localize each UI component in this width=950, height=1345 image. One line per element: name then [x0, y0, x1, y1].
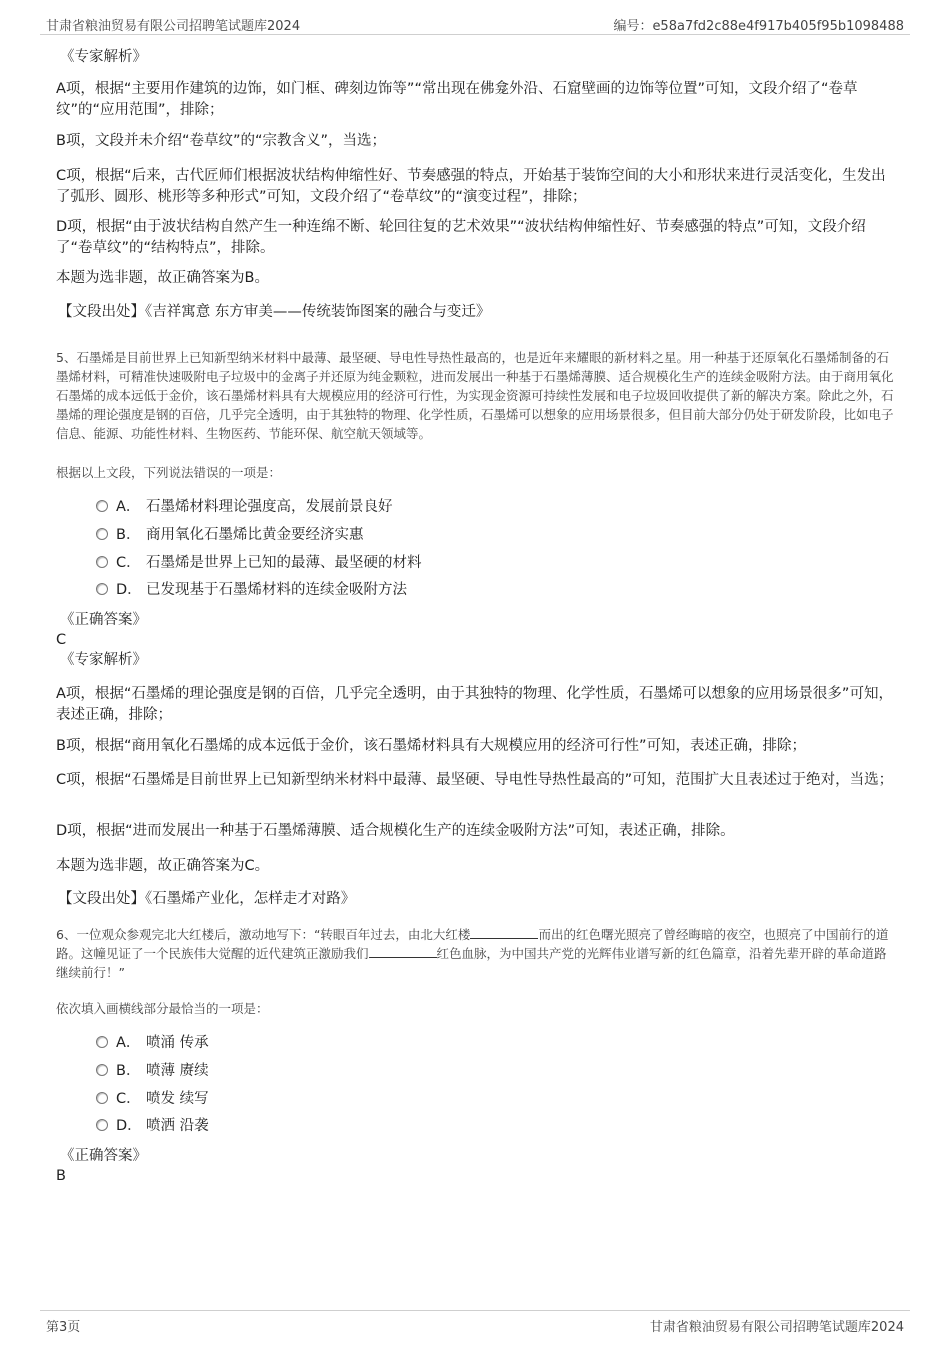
- radio-icon[interactable]: [96, 528, 108, 540]
- q5-option-a[interactable]: A． 石墨烯材料理论强度高，发展前景良好: [96, 497, 393, 517]
- q5-analysis-b: B项，根据“商用氧化石墨烯的成本远低于金价，该石墨烯材料具有大规模应用的经济可行性”可知，表述正确，排除；: [56, 738, 806, 754]
- radio-icon[interactable]: [96, 1092, 108, 1104]
- q4-analysis-c: C项，根据“后来，古代匠师们根据波状结构伸缩性好、节奏感强的特点，开始基于装饰空间的大小和形状来进行灵活变化，生发出了弧形、圆形、桃形等多种形式”可知，文段介绍了“卷草纹”的“演变过程”，排除；: [56, 168, 886, 205]
- radio-icon[interactable]: [96, 1119, 108, 1131]
- q6-passage: 6、一位观众参观完北大红楼后，激动地写下：“转眼百年过去，由北大红楼 而出的红色曙光照亮了曾经晦暗的夜空，也照亮了中国前行的道路。这幢见证了一个民族伟大觉醒的近代建筑正激励我们 红色血脉，为中国共产党的光辉伟业谱写新的红色篇章，沿着先辈开辟的革命道路继续前行！”: [56, 927, 889, 980]
- q6-answer-label: 《正确答案》: [60, 1148, 147, 1164]
- q4-analysis-a: A项，根据“主要用作建筑的边饰，如门框、碑刻边饰等”“常出现在佛龛外沿、石窟壁画的边饰等位置”可知，文段介绍了“卷草纹”的“应用范围”，排除；: [56, 81, 858, 118]
- header-title: 甘肃省粮油贸易有限公司招聘笔试题库2024: [46, 19, 301, 34]
- q4-analysis-d: D项，根据“由于波状结构自然产生一种连绵不断、轮回往复的艺术效果”“波状结构伸缩性好、节奏感强的特点”可知，文段介绍了“卷草纹”的“结构特点”，排除。: [56, 219, 866, 256]
- radio-icon[interactable]: [96, 1064, 108, 1076]
- q5-answer-label: 《正确答案》: [60, 612, 147, 628]
- footer-divider: [40, 1310, 910, 1311]
- q5-source: 【文段出处】《石墨烯产业化，怎样走才对路》: [58, 891, 356, 907]
- q6-option-b[interactable]: B． 喷薄 赓续: [96, 1061, 209, 1081]
- q5-option-b[interactable]: B． 商用氧化石墨烯比黄金要经济实惠: [96, 525, 364, 545]
- fill-blank-2: [369, 945, 437, 958]
- q5-analysis-c: C项，根据“石墨烯是目前世界上已知新型纳米材料中最薄、最坚硬、导电性导热性最高的”可知，范围扩大且表述过于绝对，当选；: [56, 772, 894, 788]
- q5-analysis-label: 《专家解析》: [60, 652, 147, 668]
- page-header: [0, 0, 950, 36]
- q5-prompt: 根据以上文段，下列说法错误的一项是：: [56, 465, 282, 480]
- page-number: 第3页: [46, 1320, 81, 1335]
- page-footer: [0, 1305, 950, 1345]
- q5-option-d[interactable]: D． 已发现基于石墨烯材料的连续金吸附方法: [96, 580, 407, 600]
- q6-option-c[interactable]: C． 喷发 续写: [96, 1089, 209, 1109]
- q4-analysis-label: 《专家解析》: [60, 49, 147, 65]
- q6-option-a[interactable]: A． 喷涌 传承: [96, 1033, 209, 1053]
- q6-option-d[interactable]: D． 喷洒 沿袭: [96, 1116, 209, 1136]
- radio-icon[interactable]: [96, 556, 108, 568]
- q5-passage: 5、石墨烯是目前世界上已知新型纳米材料中最薄、最坚硬、导电性导热性最高的，也是近年来耀眼的新材料之星。用一种基于还原氧化石墨烯制备的石墨烯材料，可精准快速吸附电子垃圾中的金离子并还原为纯金颗粒，进而发展出一种基于石墨烯薄膜、适合规模化生产的连续金吸附方法。由于商用氧化石墨烯的成本远低于金价，该石墨烯材料具有大规模应用的经济可行性，为实现金资源可持续性发展和电子垃圾回收提供了新的解决方案。除此之外，石墨烯的理论强度是钢的百倍，几乎完全透明，由于其独特的物理、化学性质，石墨烯可以想象的应用场景很多，但目前大部分仍处于研发阶段，比如电子信息、能源、功能性材料、生物医药、节能环保、航空航天领域等。: [56, 350, 894, 441]
- q5-conclusion: 本题为选非题，故正确答案为C。: [56, 858, 270, 874]
- q6-prompt: 依次填入画横线部分最恰当的一项是：: [56, 1001, 269, 1016]
- q6-answer: B: [56, 1168, 66, 1184]
- q4-conclusion: 本题为选非题，故正确答案为B。: [56, 270, 269, 286]
- footer-title: 甘肃省粮油贸易有限公司招聘笔试题库2024: [649, 1320, 904, 1335]
- radio-icon[interactable]: [96, 1036, 108, 1048]
- radio-icon[interactable]: [96, 500, 108, 512]
- q5-analysis-d: D项，根据“进而发展出一种基于石墨烯薄膜、适合规模化生产的连续金吸附方法”可知，表述正确，排除。: [56, 823, 735, 839]
- header-divider: [40, 34, 910, 35]
- q5-analysis-a: A项，根据“石墨烯的理论强度是钢的百倍，几乎完全透明，由于其独特的物理、化学性质，石墨烯可以想象的应用场景很多”可知，表述正确，排除；: [56, 686, 893, 723]
- fill-blank-1: [470, 926, 538, 939]
- header-serial: 编号：e58a7fd2c88e4f917b405f95b1098488: [613, 19, 904, 34]
- q5-answer: C: [56, 632, 67, 648]
- q4-source: 【文段出处】《吉祥寓意 东方审美——传统装饰图案的融合与变迁》: [58, 304, 491, 320]
- radio-icon[interactable]: [96, 583, 108, 595]
- q4-analysis-b: B项，文段并未介绍“卷草纹”的“宗教含义”，当选；: [56, 133, 386, 149]
- q5-option-c[interactable]: C． 石墨烯是世界上已知的最薄、最坚硬的材料: [96, 553, 422, 573]
